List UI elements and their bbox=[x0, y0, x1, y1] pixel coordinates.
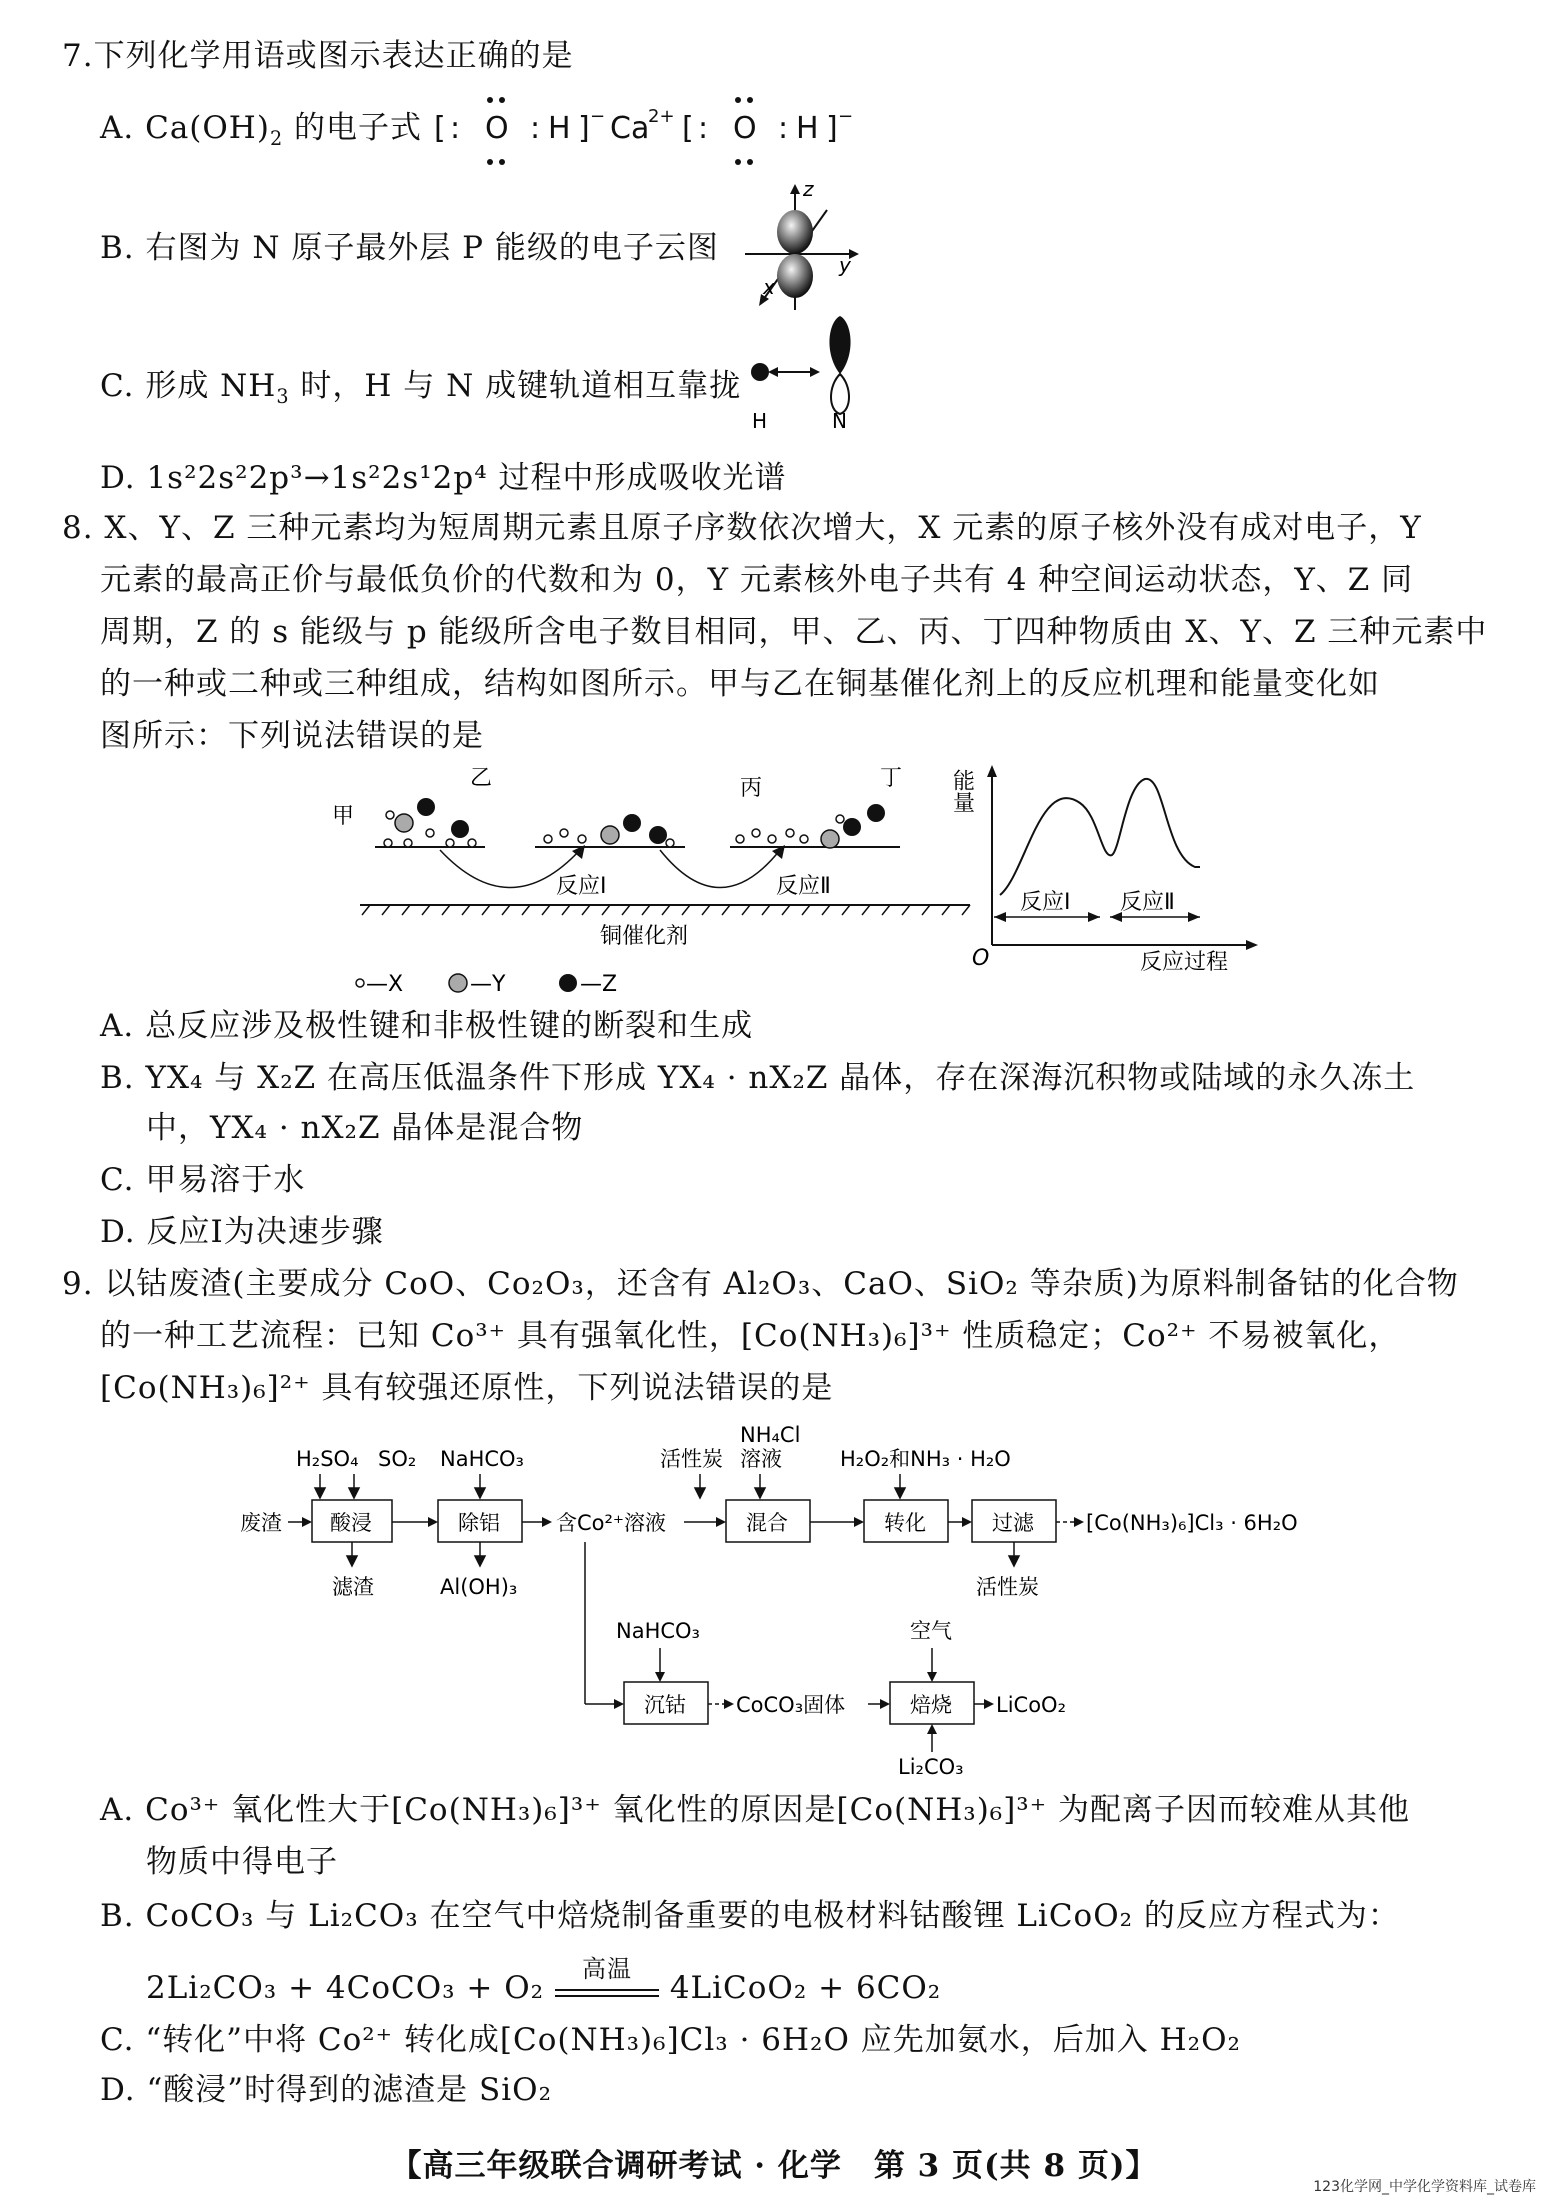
q8-option-d: D. 反应Ⅰ为决速步骤 bbox=[100, 1214, 384, 1250]
q7-a-rest: 的电子式 bbox=[283, 110, 423, 146]
energy-label-r2: 反应Ⅱ bbox=[1120, 890, 1175, 915]
svg-text:]: ] bbox=[826, 111, 838, 146]
label-yi: 乙 bbox=[470, 766, 493, 791]
reagent-carbon: 活性炭 bbox=[660, 1447, 723, 1471]
q7-stem: 7.下列化学用语或图示表达正确的是 bbox=[62, 38, 574, 74]
q9-option-b-equation bbox=[146, 1954, 942, 2008]
svg-text:Ca: Ca bbox=[610, 111, 650, 146]
svg-text:O: O bbox=[485, 111, 509, 146]
equation-reactants: 2Li₂CO₃ + 4CoCO₃ + O₂ bbox=[146, 1970, 545, 2006]
q7-electron-formula bbox=[430, 88, 890, 176]
q8-option-b-1: B. YX₄ 与 X₂Z 在高压低温条件下形成 YX₄ · nX₂Z 晶体，存在深海沉积物或陆域的永久冻土 bbox=[100, 1060, 1416, 1096]
q7-c-prefix: C. 形成 NH bbox=[100, 368, 277, 404]
reagent-li2co3: Li₂CO₃ bbox=[898, 1755, 964, 1778]
q8-line-4: 的一种或二种或三种组成，结构如图所示。甲与乙在铜基催化剂上的反应机理和能量变化如 bbox=[100, 666, 1380, 702]
legend-y: —Y bbox=[470, 972, 506, 995]
q8-line-1: 8. X、Y、Z 三种元素均为短周期元素且原子序数依次增大，X 元素的原子核外没有成对电子，Y bbox=[62, 510, 1422, 546]
q8-option-a: A. 总反应涉及极性键和非极性键的断裂和生成 bbox=[100, 1008, 754, 1044]
q7-p-orbital-figure bbox=[735, 182, 865, 320]
flow-waste: 废渣 bbox=[240, 1511, 282, 1535]
axis-y-label: y bbox=[839, 253, 851, 277]
q7-option-c bbox=[100, 366, 742, 409]
svg-text:−: − bbox=[838, 106, 854, 127]
reagent-nahco3-2: NaHCO₃ bbox=[616, 1619, 700, 1643]
q9-option-c: C. “转化”中将 Co²⁺ 转化成[Co(NH₃)₆]Cl₃ · 6H₂O 应先加氨水，后加入 H₂O₂ bbox=[100, 2022, 1241, 2058]
svg-text:H: H bbox=[548, 111, 571, 146]
q9-option-d: D. “酸浸”时得到的滤渣是 SiO₂ bbox=[100, 2072, 552, 2108]
q8-option-b-2: 中，YX₄ · nX₂Z 晶体是混合物 bbox=[146, 1110, 584, 1146]
flow-co-solution: 含Co²⁺溶液 bbox=[556, 1511, 667, 1535]
watermark: 123化学网_中学化学资料库_试卷库 bbox=[1313, 2179, 1536, 2195]
svg-text::: : bbox=[778, 111, 789, 146]
reagent-h2o2: H₂O₂和NH₃ · H₂O bbox=[840, 1447, 1011, 1471]
svg-text:H: H bbox=[796, 111, 819, 146]
h-label: H bbox=[752, 409, 768, 432]
equation-condition bbox=[555, 1954, 659, 1997]
axis-process-label: 反应过程 bbox=[1140, 950, 1229, 975]
q8-mechanism-figure bbox=[320, 755, 1280, 1003]
q9-line-1: 9. 以钴废渣(主要成分 CoO、Co₂O₃，还含有 Al₂O₃、CaO、SiO₂ 等杂质)为原料制备钴的化合物 bbox=[62, 1266, 1459, 1302]
q9-option-a-2: 物质中得电子 bbox=[146, 1844, 338, 1880]
q7-option-d: D. 1s²2s²2p³→1s²2s¹2p⁴ 过程中形成吸收光谱 bbox=[100, 460, 787, 496]
energy-label-r1: 反应Ⅰ bbox=[1020, 890, 1071, 915]
reagent-so2: SO₂ bbox=[378, 1447, 417, 1471]
svg-text:[: [ bbox=[682, 111, 694, 146]
reagent-solution: 溶液 bbox=[740, 1447, 782, 1471]
q8-line-2: 元素的最高正价与最低负价的代数和为 0，Y 元素核外电子共有 4 种空间运动状态，Y、Z 同 bbox=[100, 562, 1414, 598]
q9-option-b-1: B. CoCO₃ 与 Li₂CO₃ 在空气中焙烧制备重要的电极材料钴酸锂 LiCoO₂ 的反应方程式为： bbox=[100, 1898, 1400, 1934]
flow-mix: 混合 bbox=[746, 1511, 788, 1535]
axis-energy-label: 能量 bbox=[949, 769, 975, 813]
reagent-nahco3: NaHCO₃ bbox=[440, 1447, 524, 1471]
equal-sign bbox=[555, 1989, 659, 1997]
svg-text::: : bbox=[698, 111, 709, 146]
label-reaction-1: 反应Ⅰ bbox=[556, 874, 607, 899]
label-bing: 丙 bbox=[740, 776, 763, 801]
label-jia: 甲 bbox=[332, 804, 355, 829]
q7-c-rest: 时，H 与 N 成键轨道相互靠拢 bbox=[289, 368, 742, 404]
legend-x: —X bbox=[366, 972, 404, 995]
reagent-air: 空气 bbox=[910, 1619, 952, 1643]
flow-precip-co: 沉钴 bbox=[644, 1693, 686, 1717]
flow-convert: 转化 bbox=[884, 1511, 926, 1535]
flow-filter: 过滤 bbox=[992, 1511, 1034, 1535]
q8-line-5: 图所示：下列说法错误的是 bbox=[100, 718, 484, 754]
q7-option-a bbox=[100, 108, 423, 151]
condition-high-temp: 高温 bbox=[581, 1954, 632, 1983]
q7-a-prefix: A. Ca(OH) bbox=[100, 110, 270, 146]
reagent-nh4cl: NH₄Cl bbox=[740, 1423, 801, 1447]
axis-origin: O bbox=[972, 946, 990, 971]
svg-text:[: [ bbox=[434, 111, 446, 146]
label-catalyst: 铜催化剂 bbox=[600, 924, 689, 949]
n-label: N bbox=[832, 409, 847, 432]
q7-option-b: B. 右图为 N 原子最外层 P 能级的电子云图 bbox=[100, 230, 719, 266]
reagent-h2so4: H₂SO₄ bbox=[296, 1447, 359, 1471]
label-ding: 丁 bbox=[880, 766, 903, 791]
q8-option-c: C. 甲易溶于水 bbox=[100, 1162, 306, 1198]
svg-text:−: − bbox=[590, 106, 606, 127]
axis-z-label: z bbox=[803, 182, 814, 201]
q9-line-3: [Co(NH₃)₆]²⁺ 具有较强还原性，下列说法错误的是 bbox=[100, 1370, 834, 1406]
flow-product: [Co(NH₃)₆]Cl₃ · 6H₂O bbox=[1086, 1511, 1298, 1535]
flow-al-removal: 除铝 bbox=[458, 1511, 500, 1535]
svg-text:O: O bbox=[733, 111, 757, 146]
flow-roast: 焙烧 bbox=[910, 1693, 952, 1717]
q8-line-3: 周期，Z 的 s 能级与 p 能级所含电子数目相同，甲、乙、丙、丁四种物质由 X、Y、Z 三种元素中 bbox=[100, 614, 1488, 650]
q9-option-a-1: A. Co³⁺ 氧化性大于[Co(NH₃)₆]³⁺ 氧化性的原因是[Co(NH₃)₆]³⁺ 为配离子因而较难从其他 bbox=[100, 1792, 1410, 1828]
q9-process-flow bbox=[240, 1418, 1380, 1786]
legend-z: —Z bbox=[580, 972, 618, 995]
flow-aloh3: Al(OH)₃ bbox=[440, 1575, 518, 1599]
flow-carbon-out: 活性炭 bbox=[976, 1575, 1039, 1599]
page-footer: 【高三年级联合调研考试 · 化学 第 3 页(共 8 页)】 bbox=[390, 2148, 1158, 2184]
flow-licoo2: LiCoO₂ bbox=[996, 1693, 1066, 1717]
svg-text:]: ] bbox=[578, 111, 590, 146]
q7-a-sub: 2 bbox=[269, 127, 284, 151]
flow-coco3-solid: CoCO₃固体 bbox=[736, 1693, 846, 1717]
q9-line-2: 的一种工艺流程：已知 Co³⁺ 具有强氧化性，[Co(NH₃)₆]³⁺ 性质稳定；Co²⁺ 不易被氧化， bbox=[100, 1318, 1401, 1354]
q7-c-sub: 3 bbox=[276, 385, 290, 409]
equation-products: 4LiCoO₂ + 6CO₂ bbox=[669, 1970, 942, 2006]
svg-text:2+: 2+ bbox=[648, 106, 675, 127]
label-reaction-2: 反应Ⅱ bbox=[776, 874, 831, 899]
axis-x-label: x bbox=[763, 275, 775, 299]
flow-residue: 滤渣 bbox=[332, 1575, 374, 1599]
svg-text::: : bbox=[530, 111, 541, 146]
flow-acid-leach: 酸浸 bbox=[330, 1511, 372, 1535]
q7-orbital-overlap-figure bbox=[740, 312, 880, 440]
svg-text::: : bbox=[450, 111, 461, 146]
